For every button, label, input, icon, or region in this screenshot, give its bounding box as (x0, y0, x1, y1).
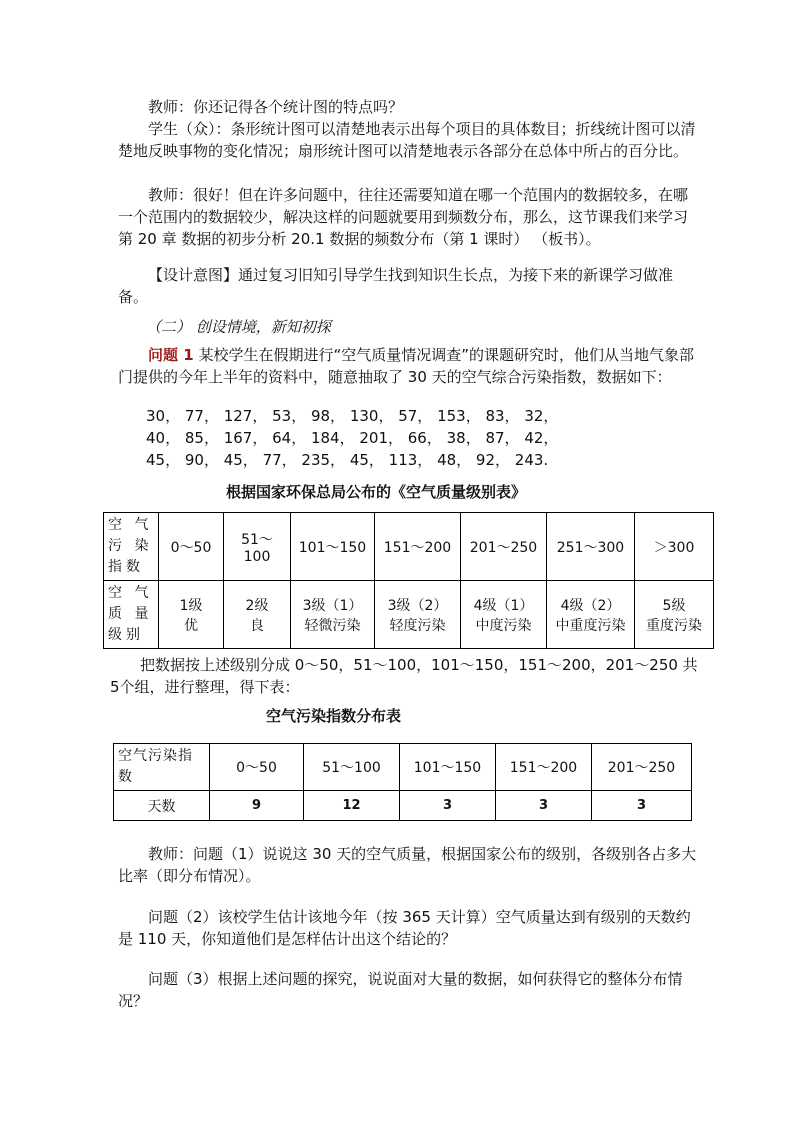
range-cell: 201～250 (461, 513, 547, 581)
range-cell: 51～100 (224, 513, 291, 581)
level-grade: 4级（1） (473, 597, 534, 614)
level-desc: 轻度污染 (389, 617, 446, 634)
problem-1-label: 问题 1 (148, 346, 194, 364)
air-quality-level-table (103, 512, 714, 649)
data-line-2: 40， 85， 167， 64， 184， 201， 66， 38， 87， 42， (146, 429, 559, 447)
level-cell (547, 581, 635, 649)
level-grade: 4级（2） (560, 597, 621, 614)
range-cell: 151～200 (496, 744, 592, 791)
range-cell: 151～200 (375, 513, 461, 581)
design-intent (118, 264, 698, 308)
level-grade: 3级（1） (302, 597, 363, 614)
days-value: 12 (304, 791, 400, 821)
level-grade: 3级（2） (387, 597, 448, 614)
level-cell (291, 581, 375, 649)
row-header-level: 空 气 质 量 级别 (104, 581, 159, 649)
days-value: 9 (210, 791, 304, 821)
level-grade: 1级 (179, 597, 203, 614)
question-3: 问题（3）根据上述问题的探究，说说面对大量的数据，如何获得它的整体分布情况？ (118, 970, 683, 1010)
level-cell (159, 581, 224, 649)
level-desc: 轻微污染 (304, 617, 361, 634)
level-desc: 良 (250, 617, 264, 634)
level-cell (375, 581, 461, 649)
days-value: 3 (496, 791, 592, 821)
design-intent-tag: 【设计意图】 (148, 266, 239, 284)
question-2: 问题（2）该校学生估计该地今年（按 365 天计算）空气质量达到有级别的天数约是 110 天，你知道他们是怎样估计出这个结论的？ (118, 908, 691, 948)
level-grade: 2级 (245, 597, 269, 614)
design-intent-text: 通过复习旧知引导学生找到知识生长点，为接下来的新课学习做准备。 (118, 266, 674, 306)
level-cell (461, 581, 547, 649)
index-header: 空气污染指数 (114, 744, 210, 791)
days-value: 3 (592, 791, 692, 821)
table-1-caption: 根据国家环保总局公布的《空气质量级别表》 (226, 483, 527, 501)
days-row (114, 791, 692, 821)
teacher-question: 教师：你还记得各个统计图的特点吗？ (148, 98, 404, 116)
range-cell: 101～150 (400, 744, 496, 791)
pollution-index-row (104, 513, 714, 581)
level-grade: 5级 (662, 597, 686, 614)
range-cell: 0～50 (159, 513, 224, 581)
range-cell: 251～300 (547, 513, 635, 581)
range-cell: 201～250 (592, 744, 692, 791)
level-cell (635, 581, 714, 649)
table-2-caption: 空气污染指数分布表 (266, 707, 402, 725)
row-header-index: 空 气 污 染 指数 (104, 513, 159, 581)
problem-1-text: 某校学生在假期进行“空气质量情况调查”的课题研究时，他们从当地气象部门提供的今年上半年的资料中，随意抽取了 30 天的空气综合污染指数，数据如下： (118, 346, 694, 386)
teacher-intro: 教师：很好！但在许多问题中，往往还需要知道在哪一个范围内的数据较多，在哪一个范围内的数据较少，解决这样的问题就要用到频数分布，那么，这节课我们来学习第 20 章 数据的初步分析 20.1 数据的频数分布（第 1 课时） （板书）。 (118, 186, 689, 248)
data-line-1: 30， 77， 127， 53， 98， 130， 57， 153， 83， 32， (146, 407, 559, 425)
quality-level-row (104, 581, 714, 649)
data-line-3: 45， 90， 45， 77， 235， 45， 113， 48， 92， 243. (146, 451, 549, 469)
section-title: （二） 创设情境，新知初探 (146, 318, 331, 336)
distribution-header-row (114, 744, 692, 791)
days-label: 天数 (114, 791, 210, 821)
pollution-distribution-table (113, 743, 692, 821)
level-cell (224, 581, 291, 649)
student-answer: 学生（众）：条形统计图可以清楚地表示出每个项目的具体数目；折线统计图可以清楚地反映事物的变化情况；扇形统计图可以清楚地表示各部分在总体中所占的百分比。 (118, 120, 696, 160)
range-cell: 101～150 (291, 513, 375, 581)
range-cell: 51～100 (304, 744, 400, 791)
problem-1 (118, 344, 698, 388)
grouping-text: 把数据按上述级别分成 0～50，51～100，101～150，151～200，201～250 共5个组，进行整理，得下表： (110, 656, 698, 696)
range-cell: 0～50 (210, 744, 304, 791)
question-1: 教师：问题（1）说说这 30 天的空气质量，根据国家公布的级别，各级别各占多大比率（即分布情况）。 (118, 845, 697, 885)
range-cell: ＞300 (635, 513, 714, 581)
level-desc: 重度污染 (646, 617, 702, 634)
level-desc: 中度污染 (475, 617, 532, 634)
level-desc: 中重度污染 (555, 617, 626, 634)
days-value: 3 (400, 791, 496, 821)
level-desc: 优 (184, 617, 198, 634)
